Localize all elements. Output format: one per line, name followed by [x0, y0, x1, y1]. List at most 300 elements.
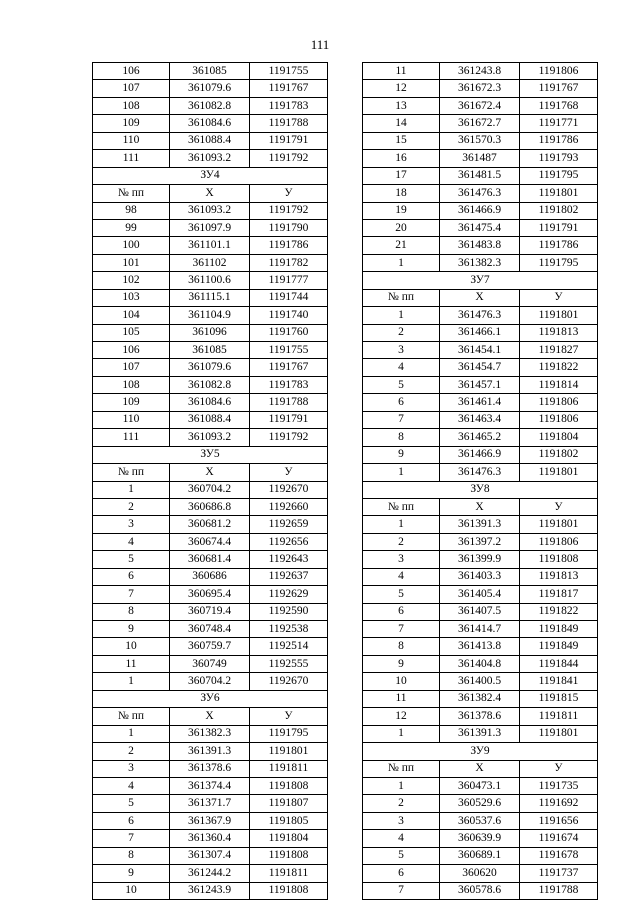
- cell-y: 1191674: [520, 830, 598, 847]
- cell-x: 361371.7: [170, 795, 250, 812]
- cell-point-number: 99: [93, 219, 170, 236]
- section-title-row: [93, 446, 328, 463]
- table-row: [93, 847, 328, 864]
- cell-y: 1192629: [250, 586, 328, 603]
- cell-point-number: 4: [363, 830, 440, 847]
- table-row: [93, 429, 328, 446]
- cell-point-number: 4: [363, 568, 440, 585]
- table-row: [363, 115, 598, 132]
- cell-x: 361115.1: [170, 289, 250, 306]
- table-row: [363, 655, 598, 672]
- cell-y: 1191813: [520, 324, 598, 341]
- table-row: [363, 690, 598, 707]
- cell-x: 360689.1: [440, 847, 520, 864]
- cell-x: 361391.3: [440, 725, 520, 742]
- cell-point-number: 1: [363, 516, 440, 533]
- cell-y: 1191849: [520, 621, 598, 638]
- cell-x: 361391.3: [440, 516, 520, 533]
- cell-x: 361672.4: [440, 97, 520, 114]
- cell-x: 360695.4: [170, 586, 250, 603]
- cell-point-number: 107: [93, 80, 170, 97]
- cell-x: 361378.6: [440, 708, 520, 725]
- table-row: [93, 586, 328, 603]
- cell-point-number: 111: [93, 150, 170, 167]
- cell-x: 361483.8: [440, 237, 520, 254]
- table-row: [93, 568, 328, 585]
- cell-point-number: 1: [363, 464, 440, 481]
- cell-y: 1191806: [520, 533, 598, 550]
- cell-y: 1191806: [520, 63, 598, 80]
- cell-x: 361476.3: [440, 464, 520, 481]
- cell-y: 1191817: [520, 586, 598, 603]
- cell-x: 360704.2: [170, 673, 250, 690]
- table-row: [363, 882, 598, 899]
- cell-point-number: 2: [363, 324, 440, 341]
- table-row: [363, 551, 598, 568]
- table-row: [93, 63, 328, 80]
- cell-point-number: 107: [93, 359, 170, 376]
- cell-point-number: 14: [363, 115, 440, 132]
- table-row: [93, 394, 328, 411]
- cell-x: 361672.3: [440, 80, 520, 97]
- cell-x: 360748.4: [170, 621, 250, 638]
- cell-point-number: 2: [93, 498, 170, 515]
- cell-y: 1191791: [250, 132, 328, 149]
- cell-y: 1191811: [250, 865, 328, 882]
- table-row: [93, 254, 328, 271]
- cell-x: 361079.6: [170, 80, 250, 97]
- cell-y: 1191801: [520, 464, 598, 481]
- cell-point-number: 6: [363, 603, 440, 620]
- header-x: X: [170, 185, 250, 202]
- cell-x: 360529.6: [440, 795, 520, 812]
- cell-point-number: 1: [363, 777, 440, 794]
- cell-point-number: 8: [363, 429, 440, 446]
- cell-point-number: 10: [363, 673, 440, 690]
- table-row: [93, 272, 328, 289]
- cell-x: 361466.9: [440, 446, 520, 463]
- cell-point-number: 13: [363, 97, 440, 114]
- cell-x: 361404.8: [440, 655, 520, 672]
- cell-point-number: 4: [363, 359, 440, 376]
- cell-x: 361104.9: [170, 307, 250, 324]
- cell-x: 360749: [170, 655, 250, 672]
- column-header-row: [363, 498, 598, 515]
- header-y: У: [250, 708, 328, 725]
- cell-x: 361481.5: [440, 167, 520, 184]
- cell-x: 360759.7: [170, 638, 250, 655]
- cell-y: 1191808: [520, 551, 598, 568]
- cell-y: 1191783: [250, 97, 328, 114]
- table-row: [93, 342, 328, 359]
- coordinates-table-right: [362, 62, 598, 900]
- cell-y: 1191822: [520, 359, 598, 376]
- cell-y: 1191801: [520, 516, 598, 533]
- cell-x: 361465.2: [440, 429, 520, 446]
- table-row: [363, 359, 598, 376]
- cell-point-number: 3: [363, 551, 440, 568]
- cell-y: 1191804: [520, 429, 598, 446]
- table-row: [93, 882, 328, 899]
- header-y: У: [250, 464, 328, 481]
- cell-x: 361405.4: [440, 586, 520, 603]
- cell-x: 360681.2: [170, 516, 250, 533]
- cell-x: 361476.3: [440, 185, 520, 202]
- cell-y: 1191808: [250, 777, 328, 794]
- cell-x: 361082.8: [170, 97, 250, 114]
- cell-x: 361093.2: [170, 429, 250, 446]
- cell-point-number: 108: [93, 97, 170, 114]
- cell-x: 361360.4: [170, 830, 250, 847]
- coordinates-table-left: [92, 62, 328, 900]
- table-row: [363, 673, 598, 690]
- cell-x: 361382.3: [170, 725, 250, 742]
- cell-point-number: 1: [93, 673, 170, 690]
- cell-x: 361093.2: [170, 202, 250, 219]
- cell-x: 361088.4: [170, 411, 250, 428]
- cell-x: 361475.4: [440, 219, 520, 236]
- cell-point-number: 2: [93, 743, 170, 760]
- cell-y: 1191790: [250, 219, 328, 236]
- table-row: [363, 307, 598, 324]
- section-title: ЗУ5: [93, 446, 328, 463]
- cell-point-number: 9: [93, 621, 170, 638]
- cell-y: 1191808: [250, 882, 328, 899]
- table-row: [93, 498, 328, 515]
- cell-y: 1192656: [250, 533, 328, 550]
- cell-point-number: 12: [363, 80, 440, 97]
- header-y: У: [250, 185, 328, 202]
- cell-point-number: 8: [363, 638, 440, 655]
- cell-y: 1191788: [250, 115, 328, 132]
- header-point-number: № пп: [363, 498, 440, 515]
- cell-x: 361463.4: [440, 411, 520, 428]
- cell-y: 1191678: [520, 847, 598, 864]
- cell-point-number: 106: [93, 342, 170, 359]
- cell-point-number: 3: [93, 516, 170, 533]
- cell-x: 361100.6: [170, 272, 250, 289]
- cell-point-number: 16: [363, 150, 440, 167]
- cell-x: 361413.8: [440, 638, 520, 655]
- cell-y: 1191771: [520, 115, 598, 132]
- header-point-number: № пп: [363, 760, 440, 777]
- cell-x: 360473.1: [440, 777, 520, 794]
- cell-y: 1191801: [520, 725, 598, 742]
- cell-point-number: 4: [93, 777, 170, 794]
- cell-y: 1191844: [520, 655, 598, 672]
- cell-y: 1191805: [250, 812, 328, 829]
- cell-y: 1191802: [520, 446, 598, 463]
- cell-x: 360620: [440, 865, 520, 882]
- section-title-row: [93, 690, 328, 707]
- cell-y: 1191793: [520, 150, 598, 167]
- section-title-row: [363, 272, 598, 289]
- cell-y: 1191786: [520, 237, 598, 254]
- table-row: [363, 394, 598, 411]
- cell-x: 361457.1: [440, 376, 520, 393]
- table-row: [93, 97, 328, 114]
- cell-x: 361400.5: [440, 673, 520, 690]
- table-row: [93, 411, 328, 428]
- cell-y: 1191777: [250, 272, 328, 289]
- table-row: [93, 324, 328, 341]
- section-title-row: [93, 167, 328, 184]
- table-row: [93, 760, 328, 777]
- cell-x: 361454.7: [440, 359, 520, 376]
- header-point-number: № пп: [93, 185, 170, 202]
- cell-y: 1192538: [250, 621, 328, 638]
- table-row: [363, 865, 598, 882]
- table-row: [93, 865, 328, 882]
- table-row: [363, 708, 598, 725]
- cell-y: 1191795: [520, 254, 598, 271]
- cell-point-number: 7: [363, 411, 440, 428]
- table-row: [93, 533, 328, 550]
- table-row: [93, 551, 328, 568]
- table-row: [363, 254, 598, 271]
- cell-point-number: 106: [93, 63, 170, 80]
- cell-point-number: 10: [93, 882, 170, 899]
- cell-x: 361084.6: [170, 394, 250, 411]
- cell-point-number: 7: [363, 882, 440, 899]
- header-x: X: [170, 708, 250, 725]
- cell-point-number: 12: [363, 708, 440, 725]
- cell-point-number: 5: [93, 795, 170, 812]
- cell-point-number: 7: [363, 621, 440, 638]
- header-point-number: № пп: [93, 708, 170, 725]
- cell-x: 360686: [170, 568, 250, 585]
- cell-x: 361466.1: [440, 324, 520, 341]
- table-row: [363, 586, 598, 603]
- table-row: [93, 307, 328, 324]
- table-row: [93, 132, 328, 149]
- table-row: [363, 97, 598, 114]
- table-row: [363, 429, 598, 446]
- table-row: [93, 289, 328, 306]
- header-x: X: [440, 289, 520, 306]
- table-row: [363, 150, 598, 167]
- table-row: [93, 638, 328, 655]
- cell-point-number: 15: [363, 132, 440, 149]
- cell-point-number: 1: [363, 725, 440, 742]
- cell-x: 361391.3: [170, 743, 250, 760]
- cell-y: 1191814: [520, 376, 598, 393]
- table-row: [363, 812, 598, 829]
- cell-x: 360704.2: [170, 481, 250, 498]
- cell-y: 1192514: [250, 638, 328, 655]
- table-row: [363, 167, 598, 184]
- cell-point-number: 102: [93, 272, 170, 289]
- cell-x: 361414.7: [440, 621, 520, 638]
- cell-point-number: 11: [93, 655, 170, 672]
- cell-x: 361407.5: [440, 603, 520, 620]
- cell-y: 1191804: [250, 830, 328, 847]
- cell-y: 1191807: [250, 795, 328, 812]
- section-title: ЗУ9: [363, 743, 598, 760]
- cell-point-number: 6: [93, 568, 170, 585]
- cell-y: 1191767: [520, 80, 598, 97]
- cell-y: 1191792: [250, 429, 328, 446]
- cell-point-number: 101: [93, 254, 170, 271]
- cell-point-number: 3: [363, 812, 440, 829]
- table-row: [93, 725, 328, 742]
- table-row: [93, 621, 328, 638]
- table-row: [363, 376, 598, 393]
- cell-y: 1191692: [520, 795, 598, 812]
- cell-point-number: 1: [363, 254, 440, 271]
- cell-y: 1191782: [250, 254, 328, 271]
- table-row: [363, 80, 598, 97]
- cell-y: 1191788: [250, 394, 328, 411]
- cell-x: 361088.4: [170, 132, 250, 149]
- cell-x: 361487: [440, 150, 520, 167]
- cell-y: 1191767: [250, 359, 328, 376]
- table-row: [363, 237, 598, 254]
- cell-x: 361476.3: [440, 307, 520, 324]
- cell-y: 1191811: [250, 760, 328, 777]
- cell-point-number: 2: [363, 533, 440, 550]
- cell-y: 1191801: [250, 743, 328, 760]
- cell-point-number: 5: [363, 376, 440, 393]
- cell-point-number: 109: [93, 115, 170, 132]
- cell-y: 1192643: [250, 551, 328, 568]
- cell-y: 1191788: [520, 882, 598, 899]
- cell-y: 1192670: [250, 673, 328, 690]
- cell-x: 361672.7: [440, 115, 520, 132]
- cell-point-number: 103: [93, 289, 170, 306]
- header-y: У: [520, 289, 598, 306]
- cell-y: 1191795: [250, 725, 328, 742]
- table-row: [93, 516, 328, 533]
- cell-point-number: 1: [363, 307, 440, 324]
- cell-point-number: 8: [93, 847, 170, 864]
- section-title: ЗУ8: [363, 481, 598, 498]
- table-row: [363, 63, 598, 80]
- section-title-row: [363, 743, 598, 760]
- cell-y: 1191822: [520, 603, 598, 620]
- table-row: [93, 115, 328, 132]
- cell-y: 1191815: [520, 690, 598, 707]
- cell-point-number: 109: [93, 394, 170, 411]
- cell-y: 1191768: [520, 97, 598, 114]
- cell-point-number: 11: [363, 690, 440, 707]
- cell-point-number: 7: [93, 586, 170, 603]
- cell-x: 360578.6: [440, 882, 520, 899]
- header-y: У: [520, 760, 598, 777]
- table-row: [93, 219, 328, 236]
- section-title: ЗУ6: [93, 690, 328, 707]
- table-row: [93, 603, 328, 620]
- column-header-row: [93, 708, 328, 725]
- cell-x: 361570.3: [440, 132, 520, 149]
- table-row: [363, 847, 598, 864]
- cell-y: 1191755: [250, 63, 328, 80]
- table-row: [363, 411, 598, 428]
- cell-x: 361101.1: [170, 237, 250, 254]
- cell-x: 361461.4: [440, 394, 520, 411]
- cell-y: 1191849: [520, 638, 598, 655]
- cell-point-number: 5: [93, 551, 170, 568]
- cell-x: 361374.4: [170, 777, 250, 794]
- table-row: [363, 725, 598, 742]
- table-row: [363, 185, 598, 202]
- cell-x: 360639.9: [440, 830, 520, 847]
- table-row: [93, 743, 328, 760]
- cell-x: 360681.4: [170, 551, 250, 568]
- cell-point-number: 111: [93, 429, 170, 446]
- cell-x: 360719.4: [170, 603, 250, 620]
- cell-y: 1191806: [520, 394, 598, 411]
- cell-y: 1192660: [250, 498, 328, 515]
- table-row: [363, 621, 598, 638]
- table-row: [363, 219, 598, 236]
- cell-x: 361367.9: [170, 812, 250, 829]
- cell-y: 1191737: [520, 865, 598, 882]
- table-row: [363, 132, 598, 149]
- cell-point-number: 9: [363, 655, 440, 672]
- cell-x: 360674.4: [170, 533, 250, 550]
- cell-x: 361466.9: [440, 202, 520, 219]
- cell-x: 361102: [170, 254, 250, 271]
- cell-point-number: 6: [363, 865, 440, 882]
- cell-point-number: 3: [363, 342, 440, 359]
- cell-point-number: 2: [363, 795, 440, 812]
- cell-x: 361097.9: [170, 219, 250, 236]
- cell-x: 361243.9: [170, 882, 250, 899]
- table-row: [93, 830, 328, 847]
- table-row: [93, 150, 328, 167]
- header-point-number: № пп: [93, 464, 170, 481]
- table-row: [93, 481, 328, 498]
- cell-y: 1191795: [520, 167, 598, 184]
- cell-y: 1191740: [250, 307, 328, 324]
- column-header-row: [363, 760, 598, 777]
- header-x: X: [170, 464, 250, 481]
- table-row: [363, 568, 598, 585]
- table-row: [93, 812, 328, 829]
- table-row: [363, 830, 598, 847]
- table-row: [93, 202, 328, 219]
- page-number: 111: [310, 37, 330, 52]
- cell-point-number: 9: [363, 446, 440, 463]
- cell-point-number: 21: [363, 237, 440, 254]
- column-header-row: [93, 185, 328, 202]
- table-row: [93, 80, 328, 97]
- cell-point-number: 19: [363, 202, 440, 219]
- cell-x: 361382.3: [440, 254, 520, 271]
- table-row: [93, 673, 328, 690]
- table-row: [93, 376, 328, 393]
- table-row: [363, 516, 598, 533]
- cell-y: 1191760: [250, 324, 328, 341]
- table-row: [363, 638, 598, 655]
- table-row: [93, 359, 328, 376]
- cell-x: 361307.4: [170, 847, 250, 864]
- cell-y: 1191801: [520, 185, 598, 202]
- header-y: У: [520, 498, 598, 515]
- header-point-number: № пп: [363, 289, 440, 306]
- cell-point-number: 100: [93, 237, 170, 254]
- table-row: [363, 446, 598, 463]
- cell-point-number: 8: [93, 603, 170, 620]
- cell-point-number: 6: [363, 394, 440, 411]
- cell-point-number: 6: [93, 812, 170, 829]
- cell-y: 1191808: [250, 847, 328, 864]
- cell-point-number: 18: [363, 185, 440, 202]
- cell-point-number: 9: [93, 865, 170, 882]
- cell-y: 1191735: [520, 777, 598, 794]
- table-row: [93, 777, 328, 794]
